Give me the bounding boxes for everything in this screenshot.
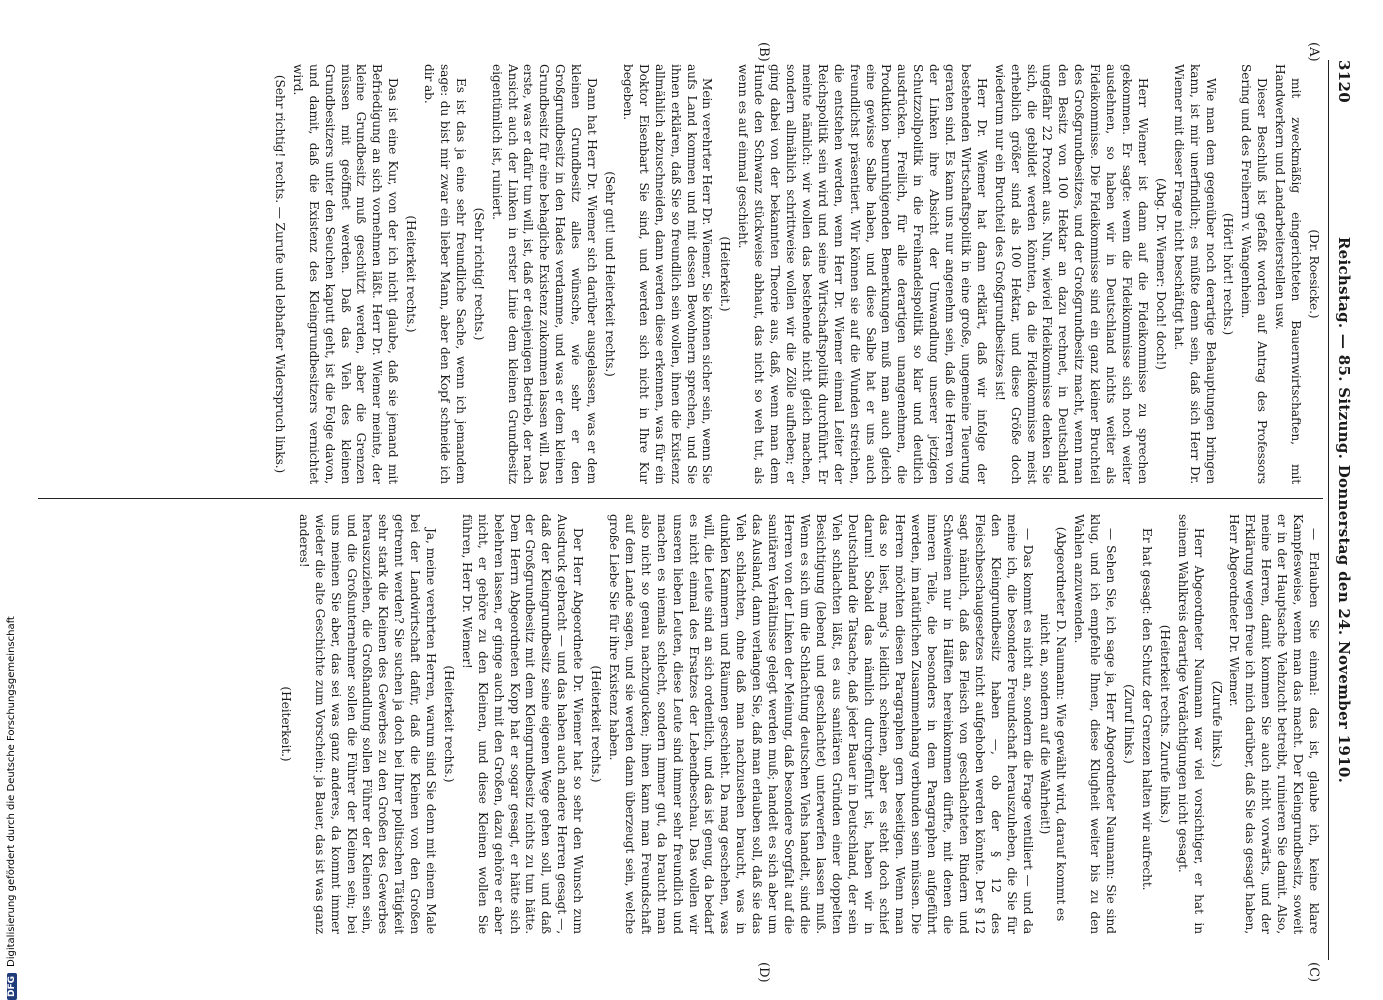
paragraph: Er hat gesagt: den Schutz der Grenzen halten wir aufrecht. xyxy=(1139,528,1154,891)
interjection: (Heiterkeit rechts. Zurufe links.) xyxy=(1157,624,1172,824)
margin-marker-a: (A) xyxy=(1306,42,1321,62)
paragraph: Mein verehrter Herr Dr. Wiemer, Sie können sicher sein, wenn Sie aufs Land kommen und mit dessen Bewohnern sprechen, und Sie ihnen erklären, daß Sie so freundlich sein wollen, ihnen die Existenz allmählich abzuschneiden, dann werden diese erkennen, was für ein Doktor Eisenbart Sie sind, und werden sich nicht in Ihre Kur begeben. xyxy=(620,64,715,484)
paragraph: Herr Abgeordneter Naumann war viel vorsichtiger, er hat in seinem Wahlkreis derartige Verdächtigungen nicht gesagt. xyxy=(1175,514,1206,934)
margin-marker-d: (D) xyxy=(756,962,771,983)
paragraph: Der Herr Abgeordnete Dr. Wiemer hat so sehr den Wunsch zum Ausdruck gebracht — und das haben auch andere Herren gesagt —, daß der Kleingrundbesitz seine eigenen Wege gehen soll, und daß der Großgrundbesitz mit dem Kleingrundbesitz nichts zu tun hätte. Dem Herrn Abgeordneten Kopp hat er sogar gesagt, er hätte sich belehren lassen, er ginge auch mit den Großen, dazu gehöre er aber nicht, er gehöre zu den Kleinen, und diese Kleinen wollen Sie führen, Herr Dr. Wiemer! xyxy=(459,514,586,934)
interjection: (Sehr gut! und Heiterkeit rechts.) xyxy=(603,171,618,377)
paragraph: Wie man dem gegenüber noch derartige Behauptungen bringen kann, ist mir unerfindlich; es müßte denn sein, daß sich Herr Dr. Wiemer mit dieser Frage nicht beschäftigt hat. xyxy=(1171,64,1218,484)
interjection: (Hört! hört! rechts.) xyxy=(1221,212,1236,336)
column-divider xyxy=(38,498,1323,499)
paragraph: mit zweckmäßig eingerichteten Bauernwirtschaften, mit Handwerkern und Landarbeiterstellen usw. xyxy=(1273,64,1304,484)
interjection: (Heiterkeit rechts.) xyxy=(441,665,456,783)
header-rule xyxy=(1328,60,1329,960)
interjection: (Heiterkeit.) xyxy=(278,686,293,762)
margin-marker-c: (C) xyxy=(1306,962,1321,983)
interjection: (Abg. Dr. Wiemer: Doch! doch!) xyxy=(1153,178,1168,370)
interjection: (Sehr richtig! rechts. — Zurufe und lebhafter Widerspruch links.) xyxy=(272,74,287,474)
right-column xyxy=(51,514,1321,934)
interjection: (Heiterkeit.) xyxy=(718,236,733,312)
paragraph: Dieser Beschluß ist gefaßt worden auf Antrag des Professors Sering und des Freiherrn v. Wangenheim. xyxy=(1239,64,1270,484)
page-number: 3120 xyxy=(1335,60,1353,103)
paragraph: Herr Dr. Wiemer hat dann erklärt, daß wir infolge der bestehenden Wirtschaftspolitik in eine große, ungemeine Teuerung geraten sind. Es kann uns nur angenehm sein, daß die Herren von der Linken ihre Absicht der Umwandlung unserer jetzigen Schutzzollpolitik in die Freihandelspolitik so klar und deutlich ausdrücken. Freilich, für alle derartigen unangenehmen, die Produktion beunruhigenden Bemerkungen muß man auch gleich eine gewisse Salbe haben, und diese Salbe hat er uns auch freundlichst präsentiert. Wir können sie auf die Wunden streichen, die entstehen werden, wenn Herr Dr. Wiemer einmal Leiter der Reichspolitik sein wird und seine Wirtschaftspolitik durchführt. Er meinte nämlich: wir wollen das bestehende nicht gleich machen, sondern allmählich schrittweise wollen wir die Zölle aufheben; er ging dabei von der bekannten Theorie aus, daß, wenn man dem Hunde den Schwanz stückweise abhaut, das nicht so weh tut, als wenn es auf einmal geschieht. xyxy=(736,64,989,484)
paragraph: Herr Wiemer ist dann auf die Fideikommisse zu sprechen gekommen. Er sagte: wenn die Fideikommisse sich noch weiter ausdehnen, so haben wir in Deutschland nichts weiter als Fideikommisse. Die Fideikommisse sind ein ganz kleiner Bruchteil des Großgrundbesitzes, und der Großgrundbesitz macht, wenn man den Besitz von 100 Hektar an dazu rechnet, in Deutschland ungefähr 22 Prozent aus. Nun, wieviel Fideikommisse denken Sie sich, die gebildet werden könnten, da die Fideikommisse meist erheblich größer sind als 100 Hektar, und diese Größe doch wiederum nur ein Bruchteil des Großgrundbesitzes ist! xyxy=(992,64,1150,484)
interjection: (Abgeordneter D. Naumann: Wie gewählt wird, darauf kommt es nicht an, sondern auf die Wahrheit!) xyxy=(1038,526,1069,922)
credit-text: Digitalisierung gefördert durch die Deutsche Forschungsgemeinschaft xyxy=(6,616,17,967)
page-header xyxy=(1329,60,1353,960)
interjection: (Heiterkeit rechts.) xyxy=(589,665,604,783)
interjection: (Zurufe links.) xyxy=(1209,680,1224,768)
dfg-logo: DFG xyxy=(7,973,17,1000)
interjection: (Sehr richtig! rechts.) xyxy=(471,207,486,341)
interjection: (Heiterkeit rechts.) xyxy=(404,215,419,333)
paragraph: Dann hat Herr Dr. Wiemer sich darüber ausgelassen, was er dem kleinen Grundbesitz alles wünsche, wie sehr er den Großgrundbesitz in den Hades verdamme, und was er dem kleinen Grundbesitz für eine behagliche Existenz zukommen lassen will. Das erste, was er dafür tun will, ist, daß er denjenigen Betrieb, der nach Ansicht auch der Linken in erster Linie dem kleinen Grundbesitz eigentümlich ist, ruiniert. xyxy=(489,64,600,484)
paragraph: — Das kommt es nicht an, sondern die Frage ventiliert — und da meine ich, die besondere Freundschaft herauszuheben, die Sie für den Kleingrundbesitz haben —, ob der § 12 des Fleischbeschaugesetzes nicht aufgehoben werden könnte. Der § 12 sagt nämlich, daß das Fleisch von geschlachteten Rindern und Schweinen nur in Hälften hereinkommen dürfte, mit denen die inneren Teile, die besonders in dem Paragraphen aufgeführt werden, im natürlichen Zusammenhang verbunden sein müssen. Die Herren möchten diesen Paragraphen gern beseitigen. Wenn man das so liest, mag's leidlich scheinen, aber es steht doch schief darum! Sobald das nämlich durchgeführt ist, haben wir in Deutschland die Tatsache, daß jeder Bauer in Deutschland, der sein Vieh schlachten läßt, es aus sanitären Gründen einer doppelten Besichtigung (lebend und geschlachtet) unterwerfen lassen muß. Wenn es sich um die Schlachtung deutschen Viehs handelt, sind die Herren von der Linken der Meinung, daß besondere Sorgfalt auf die sanitären Verhältnisse gelegt werden muß; handelt es sich aber um das Ausland, dann verlangen Sie, daß man erlauben soll, daß sie das Vieh schlachten, ohne daß man nachzusehen braucht, was in dunklen Kammern und Räumen geschieht. Da mag geschehen, was will, die Leute sind an sich ordentlich, und das ist genug, da bedarf es nicht einmal des Ersatzes der Lebendbeschau. Das wollen wir unseren lieben Leuten, diese Leute sind immer sehr freundlich und machen es niemals schlecht, sondern immer gut, da braucht man also nicht so genau nachzugucken; ihnen kann man Freundschaft auf dem Lande sagen, und sie werden dann überzeugt sein, welche große Liebe Sie für ihre Existenz haben. xyxy=(607,514,1035,934)
left-column xyxy=(51,64,1321,484)
paragraph: — Erlauben Sie einmal: das ist, glaube ich, keine klare Kampfesweise, wenn man das macht. Der Kleingrundbesitz, soweit er in der Hauptsache Viehzucht betreibt, ruinieren Sie damit. Also, meine Herren, damit kommen Sie auch nicht vorwärts, und der Erklärung wegen freue ich mich darüber, daß Sie das gesagt haben, Herr Abgeordneter Dr. Wiemer. xyxy=(1227,514,1321,934)
margin-marker-b: (B) xyxy=(756,42,771,62)
paragraph: Es ist das ja eine sehr freundliche Sache, wenn ich jemandem sage: du bist mir zwar ein lieber Mann, aber den Kopf schneide ich dir ab. xyxy=(422,64,468,484)
digitization-credit xyxy=(6,616,17,1000)
interjection: (Zuruf links.) xyxy=(1122,684,1137,764)
paragraph: Ja, meine verehrten Herren, warum sind Sie denn mit einem Male bei der Landwirtschaft dafür, daß die Kleinen von den Großen getrennt werden? Sie suchen ja doch bei Ihrer politischen Tätigkeit sehr stark die Kleinen des Gewerbes zu den Großen des Gewerbes herauszuziehen, die Großhandlung sollen Führer der Kleinen sein, und die Großunternehmer sollen die Führer der Kleinen sein; bei uns meinen Sie aber, das sei was ganz anderes, da kommt immer wieder die alte Geschichte zum Vorschein: ja Bauer, das ist was ganz anderes! xyxy=(296,514,439,934)
paragraph: — Sehen Sie, ich sage ja, Herr Abgeordneter Naumann: Sie sind klug, und ich empfehle Ihnen, diese Klugheit weiter bis zu den Wahlen anzuwenden. xyxy=(1072,514,1119,934)
paragraph: Das ist eine Kur, von der ich nicht glaube, daß sie jemand mit Befriedigung an sich vornehmen läßt. Herr Dr. Wiemer meinte, der kleine Grundbesitz muß geschützt werden, aber die Grenzen müssen mit geöffnet werden. Daß das Vieh des kleinen Grundbesitzers unter den Seuchen kaputt geht, ist die Folge davon, und damit, daß die Existenz des Kleingrundbesitzers vernichtet wird. xyxy=(290,64,401,484)
page-title: Reichstag. — 85. Sitzung. Donnerstag den 24. November 1910. xyxy=(1335,236,1353,784)
speaker-label: (Dr. Roesicke.) xyxy=(1307,229,1321,319)
